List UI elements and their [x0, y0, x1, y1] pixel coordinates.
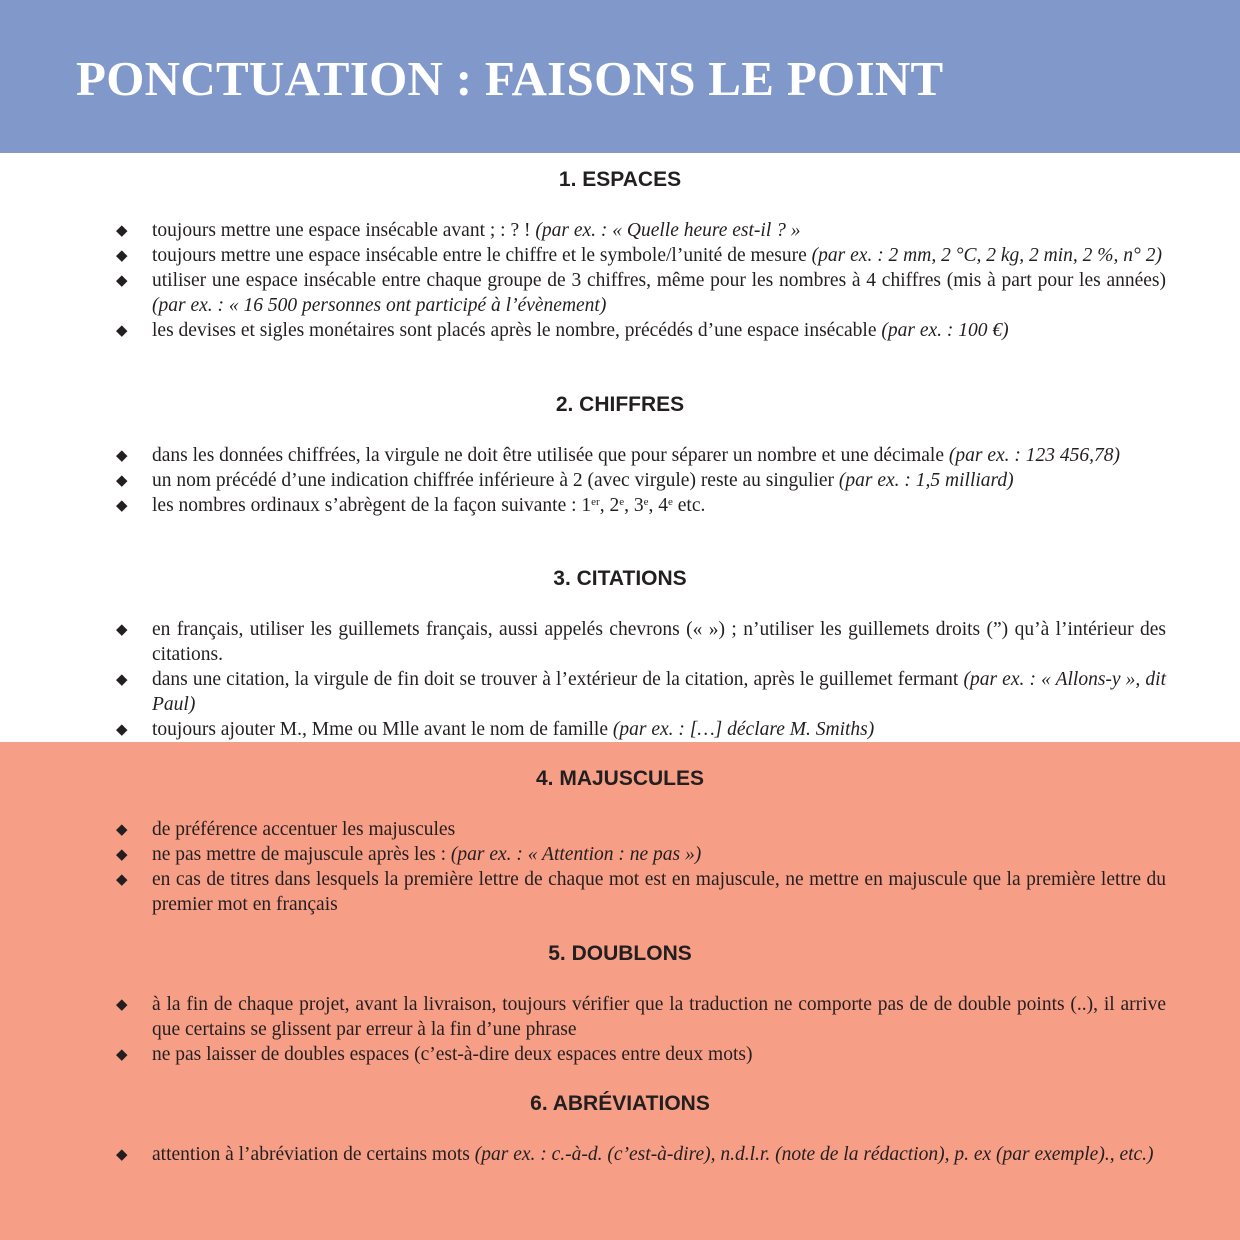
list-item	[116, 318, 1166, 343]
diamond-bullet-icon: ◆	[116, 720, 128, 738]
item-text: en français, utiliser les guillemets français, aussi appelés chevrons (« ») ; n’utiliser les guillemets droits (”) qu’à l’intérieur des citations.	[152, 619, 1166, 665]
diamond-bullet-icon: ◆	[116, 1145, 128, 1163]
section-title: 3. CITATIONS	[553, 567, 687, 590]
item-text: de préférence accentuer les majuscules	[152, 819, 456, 840]
ordinal-suffix: e	[643, 496, 649, 508]
item-text: toujours ajouter M., Mme ou Mlle avant le nom de famille	[152, 719, 613, 740]
bullet-list	[0, 218, 1240, 343]
ordinal-suffix: e	[667, 496, 673, 508]
item-text: en cas de titres dans lesquels la première lettre de chaque mot est en majuscule, ne mettre en majuscule que la première lettre du premier mot en français	[152, 869, 1166, 915]
diamond-bullet-icon: ◆	[116, 870, 128, 888]
item-text: un nom précédé d’une indication chiffrée inférieure à 2 (avec virgule) reste au singulier	[152, 470, 839, 491]
list-item	[116, 468, 1166, 493]
list-item	[116, 667, 1166, 717]
list-item	[116, 268, 1166, 318]
item-text: toujours mettre une espace insécable avant ; : ? !	[152, 220, 536, 241]
bullet-list	[0, 992, 1240, 1067]
item-text: toujours mettre une espace insécable entre le chiffre et le symbole/l’unité de mesure	[152, 245, 812, 266]
item-text: ne pas laisser de doubles espaces (c’est-à-dire deux espaces entre deux mots)	[152, 1044, 753, 1065]
item-example: (par ex. : c.-à-d. (c’est-à-dire), n.d.l.r. (note de la rédaction), p. ex (par exemple)., etc.)	[474, 1144, 1154, 1165]
list-item	[116, 218, 1166, 243]
item-example: (par ex. : […] déclare M. Smiths)	[612, 719, 875, 740]
item-text: dans les données chiffrées, la virgule ne doit être utilisée que pour séparer un nombre et une décimale	[152, 445, 949, 466]
item-example: (par ex. : 2 mm, 2 °C, 2 kg, 2 min, 2 %, n° 2)	[811, 245, 1162, 266]
diamond-bullet-icon: ◆	[116, 496, 128, 514]
ordinal-separator: ,	[624, 495, 634, 516]
ordinal-suffix: er	[591, 496, 600, 508]
item-text: les devises et sigles monétaires sont placés après le nombre, précédés d’une espace insécable	[152, 320, 882, 341]
ordinal-number: 1	[581, 495, 592, 516]
header-band	[0, 0, 1240, 153]
ordinal-etc: etc.	[672, 495, 706, 516]
list-item	[116, 443, 1166, 468]
item-example: (par ex. : « Quelle heure est-il ? »	[535, 220, 801, 241]
ordinal-number: 3	[633, 495, 644, 516]
list-item	[116, 1142, 1166, 1167]
section-majuscules	[0, 765, 1240, 917]
diamond-bullet-icon: ◆	[116, 845, 128, 863]
item-text: à la fin de chaque projet, avant la livraison, toujours vérifier que la traduction ne comporte pas de de double points (..), il arrive que certains se glissent par erreur à la fin d’une phrase	[152, 994, 1166, 1040]
diamond-bullet-icon: ◆	[116, 1045, 128, 1063]
list-item	[116, 493, 1166, 518]
item-text: utiliser une espace insécable entre chaque groupe de 3 chiffres, même pour les nombres à 4 chiffres (mis à part pour les années)	[152, 270, 1166, 291]
item-example: (par ex. : « 16 500 personnes ont participé à l’évènement)	[152, 295, 607, 316]
diamond-bullet-icon: ◆	[116, 471, 128, 489]
list-item	[116, 867, 1166, 917]
item-example: (par ex. : « Attention : ne pas »)	[450, 844, 702, 865]
ordinal-number: 2	[609, 495, 620, 516]
diamond-bullet-icon: ◆	[116, 995, 128, 1013]
section-title: 5. DOUBLONS	[548, 942, 692, 965]
list-item	[116, 842, 1166, 867]
list-item	[116, 617, 1166, 667]
section-title: 2. CHIFFRES	[555, 393, 685, 416]
section-title: 4. MAJUSCULES	[535, 767, 705, 790]
diamond-bullet-icon: ◆	[116, 221, 128, 239]
diamond-bullet-icon: ◆	[116, 446, 128, 464]
page-title: PONCTUATION : FAISONS LE POINT	[76, 51, 944, 106]
list-item	[116, 817, 1166, 842]
item-text: dans une citation, la virgule de fin doit se trouver à l’extérieur de la citation, après le guillemet fermant	[152, 669, 964, 690]
diamond-bullet-icon: ◆	[116, 820, 128, 838]
item-example: (par ex. : 1,5 milliard)	[838, 470, 1014, 491]
section-title: 6. ABRÉVIATIONS	[530, 1092, 710, 1115]
item-text: attention à l’abréviation de certains mots	[152, 1144, 475, 1165]
bullet-list	[0, 617, 1240, 742]
bullet-list	[0, 1142, 1240, 1167]
section-citations	[0, 565, 1240, 742]
section-espaces	[0, 166, 1240, 343]
list-item	[116, 243, 1166, 268]
bullet-list	[0, 443, 1240, 518]
section-title: 1. ESPACES	[558, 168, 682, 191]
item-example: (par ex. : « Allons-y », dit Paul)	[152, 669, 1166, 715]
item-example: (par ex. : 123 456,78)	[948, 445, 1121, 466]
ordinal-suffix: e	[619, 496, 625, 508]
diamond-bullet-icon: ◆	[116, 620, 128, 638]
item-text: les nombres ordinaux s’abrègent de la façon suivante :	[152, 495, 582, 516]
list-item	[116, 717, 1166, 742]
bullet-list	[0, 817, 1240, 917]
ordinal-number: 4	[658, 495, 668, 516]
diamond-bullet-icon: ◆	[116, 321, 128, 339]
ordinal-separator: ,	[599, 495, 610, 516]
item-text: ne pas mettre de majuscule après les :	[152, 844, 451, 865]
section-abreviations	[0, 1090, 1240, 1167]
section-chiffres	[0, 391, 1240, 518]
section-doublons	[0, 940, 1240, 1067]
list-item	[116, 1042, 1166, 1067]
diamond-bullet-icon: ◆	[116, 670, 128, 688]
diamond-bullet-icon: ◆	[116, 246, 128, 264]
list-item	[116, 992, 1166, 1042]
ordinal-separator: ,	[648, 495, 659, 516]
diamond-bullet-icon: ◆	[116, 271, 128, 289]
item-example: (par ex. : 100 €)	[881, 320, 1009, 341]
